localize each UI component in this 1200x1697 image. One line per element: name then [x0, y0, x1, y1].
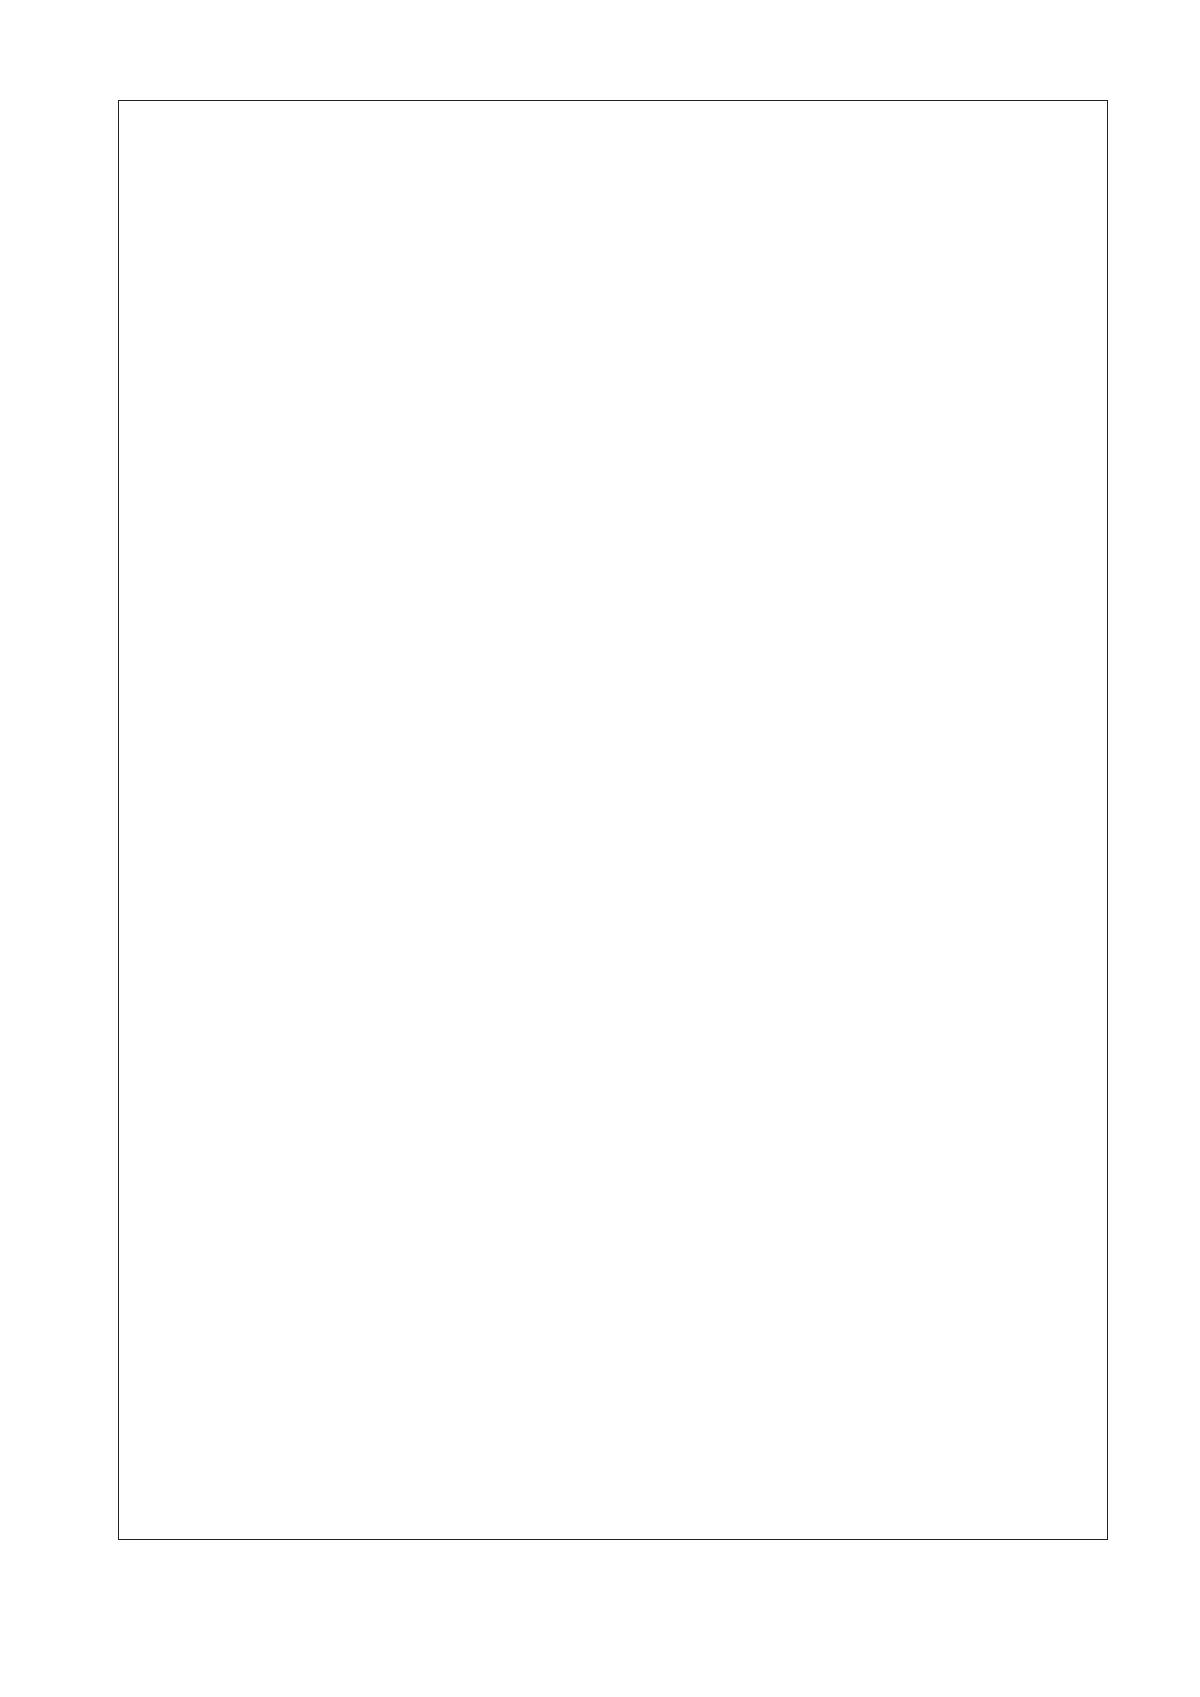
table-frame — [118, 100, 1108, 1540]
